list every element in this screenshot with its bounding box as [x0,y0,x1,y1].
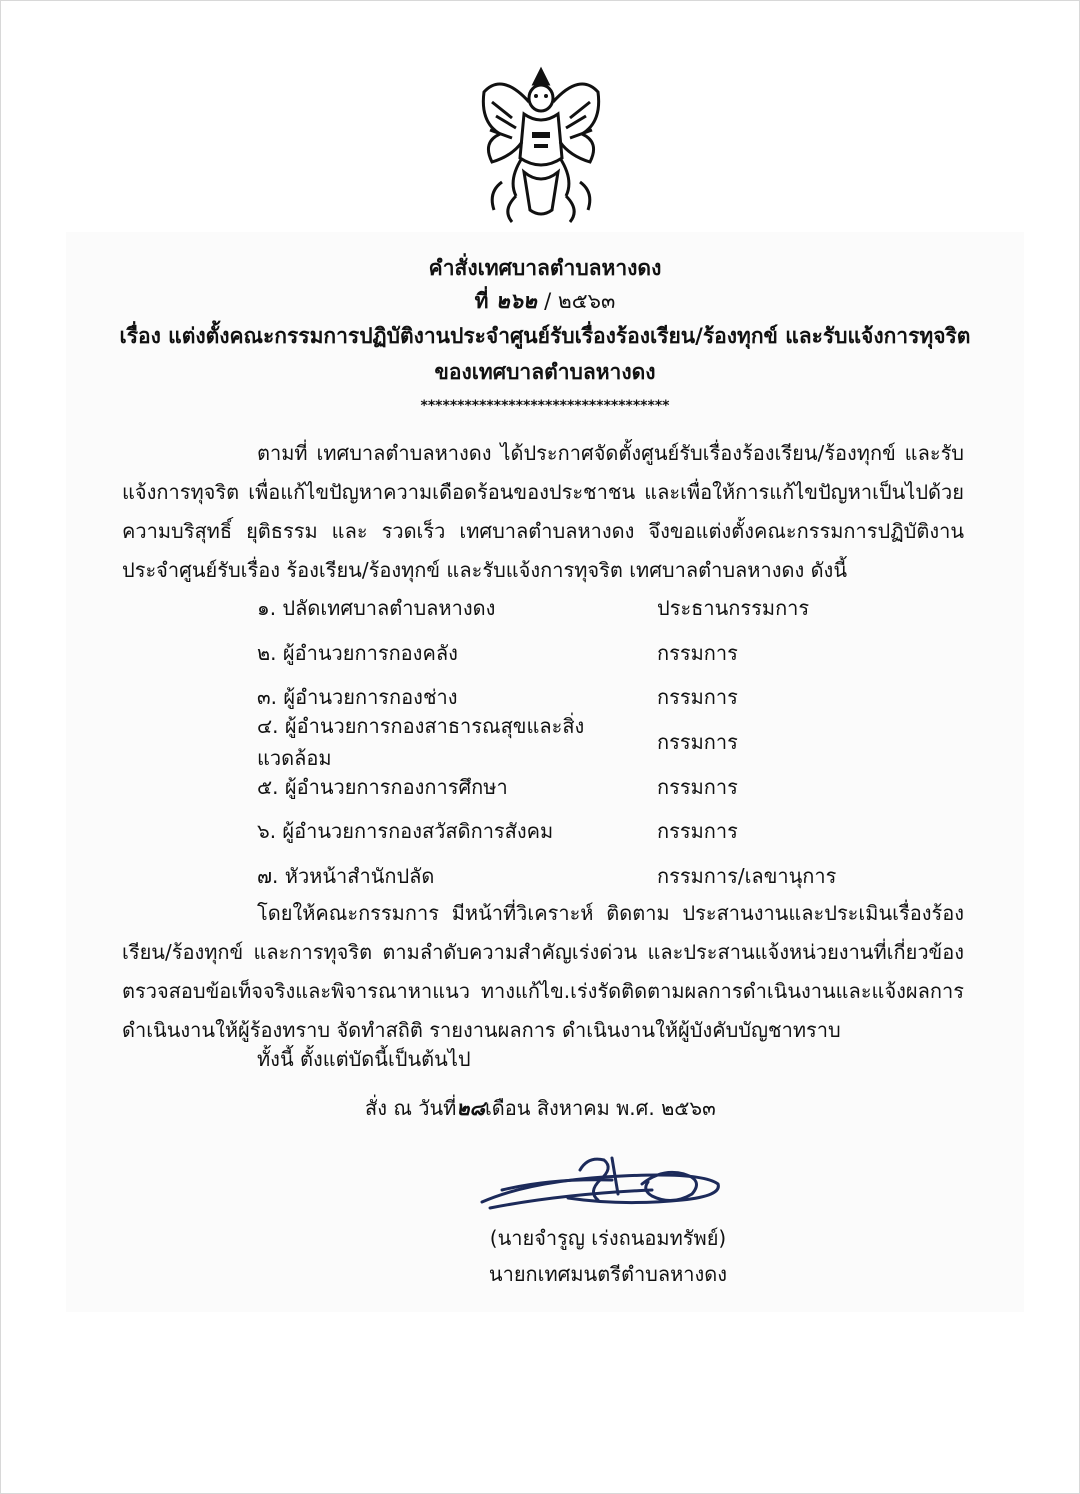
issued-rest: เดือน สิงหาคม พ.ศ. ๒๕๖๓ [484,1096,716,1120]
order-number-prefix: ที่ [474,289,489,313]
order-subject-line2: ของเทศบาลตำบลหางดง [434,360,656,384]
handwritten-signature-icon [472,1150,732,1222]
order-number-handwritten: ๒๖๒ [495,288,537,313]
committee-role: กรรมการ [657,730,738,755]
issued-date [365,1092,716,1124]
signer-name: (นายจำรูญ เร่งถนอมทรัพย์) [489,1226,727,1250]
committee-role: กรรมการ [657,640,738,665]
committee-position: ๖. ผู้อำนวยการกองสวัสดิการสังคม [257,819,554,844]
committee-role: กรรมการ/เลขานุการ [657,863,837,888]
committee-role: กรรมการ [657,774,738,799]
committee-member [257,714,897,771]
committee-role: ประธานกรรมการ [657,596,810,621]
committee-role: กรรมการ [657,685,738,710]
committee-member [257,586,897,631]
effective-paragraph: ทั้งนี้ ตั้งแต่บัดนี้เป็นต้นไป [257,1047,471,1071]
order-number-suffix: / ๒๕๖๓ [544,289,616,313]
committee-position: ๗. หัวหน้าสำนักปลัด [257,863,435,888]
garuda-emblem-icon [472,62,610,232]
committee-position: ๕. ผู้อำนวยการกองการศึกษา [257,774,508,799]
committee-role: กรรมการ [657,819,738,844]
issued-prefix: สั่ง ณ วันที่ [365,1096,457,1120]
separator-line: ********************************** [420,398,670,414]
committee-list [257,586,897,898]
signer-title: นายกเทศมนตรีตำบลหางดง [488,1262,728,1286]
committee-position: ๔. ผู้อำนวยการกองสาธารณสุขและสิ่งแวดล้อม [257,714,585,771]
committee-position: ๒. ผู้อำนวยการกองคลัง [257,640,458,665]
committee-member [257,809,897,854]
committee-member [257,631,897,676]
committee-position: ๓. ผู้อำนวยการกองช่าง [257,685,458,710]
intro-paragraph: ตามที่ เทศบาลตำบลหางดง ได้ประกาศจัดตั้งศูนย์รับเรื่องร้องเรียน/ร้องทุกข์ และรับแจ้งการทุจริต เพื่อแก้ไขปัญหาความเดือดร้อนของประชาชน และเพื่อให้การแก้ไขปัญหาเป็นไปด้วยความบริสุทธิ์ ยุติธรรม และ รวดเร็ว เทศบาลตำบลหางดง จึงขอแต่งตั้งคณะกรรมการปฏิบัติงานประจำศูนย์รับเรื่อง ร้องเรียน/ร้องทุกข์ และรับแจ้งการทุจริต เทศบาลตำบลหางดง ดังนี้ [122,441,964,582]
order-subject-line1: เรื่อง แต่งตั้งคณะกรรมการปฏิบัติงานประจำศูนย์รับเรื่องร้องเรียน/ร้องทุกข์ และรับแจ้งการทุจริต [119,324,971,348]
committee-member [257,854,897,899]
committee-position: ๑. ปลัดเทศบาลตำบลหางดง [257,596,496,621]
order-title: คำสั่งเทศบาลตำบลหางดง [428,256,662,280]
issued-day-handwritten: ๒๘ [456,1096,485,1120]
order-number [66,285,1024,318]
duties-paragraph: โดยให้คณะกรรมการ มีหน้าที่วิเคราะห์ ติดตาม ประสานงานและประเมินเรื่องร้องเรียน/ร้องทุกข์ และการทุจริต ตามลำดับความสำคัญเร่งด่วน และประสานแจ้งหน่วยงานที่เกี่ยวข้องตรวจสอบข้อเท็จจริงและพิจารณาหาแนว ทางแก้ไข.เร่งรัดติดตามผลการดำเนินงานและแจ้งผลการดำเนินงานให้ผู้ร้องทราบ จัดทำสถิติ รายงานผลการ ดำเนินงานให้ผู้บังคับบัญชาทราบ [122,901,964,1042]
committee-member [257,764,897,809]
